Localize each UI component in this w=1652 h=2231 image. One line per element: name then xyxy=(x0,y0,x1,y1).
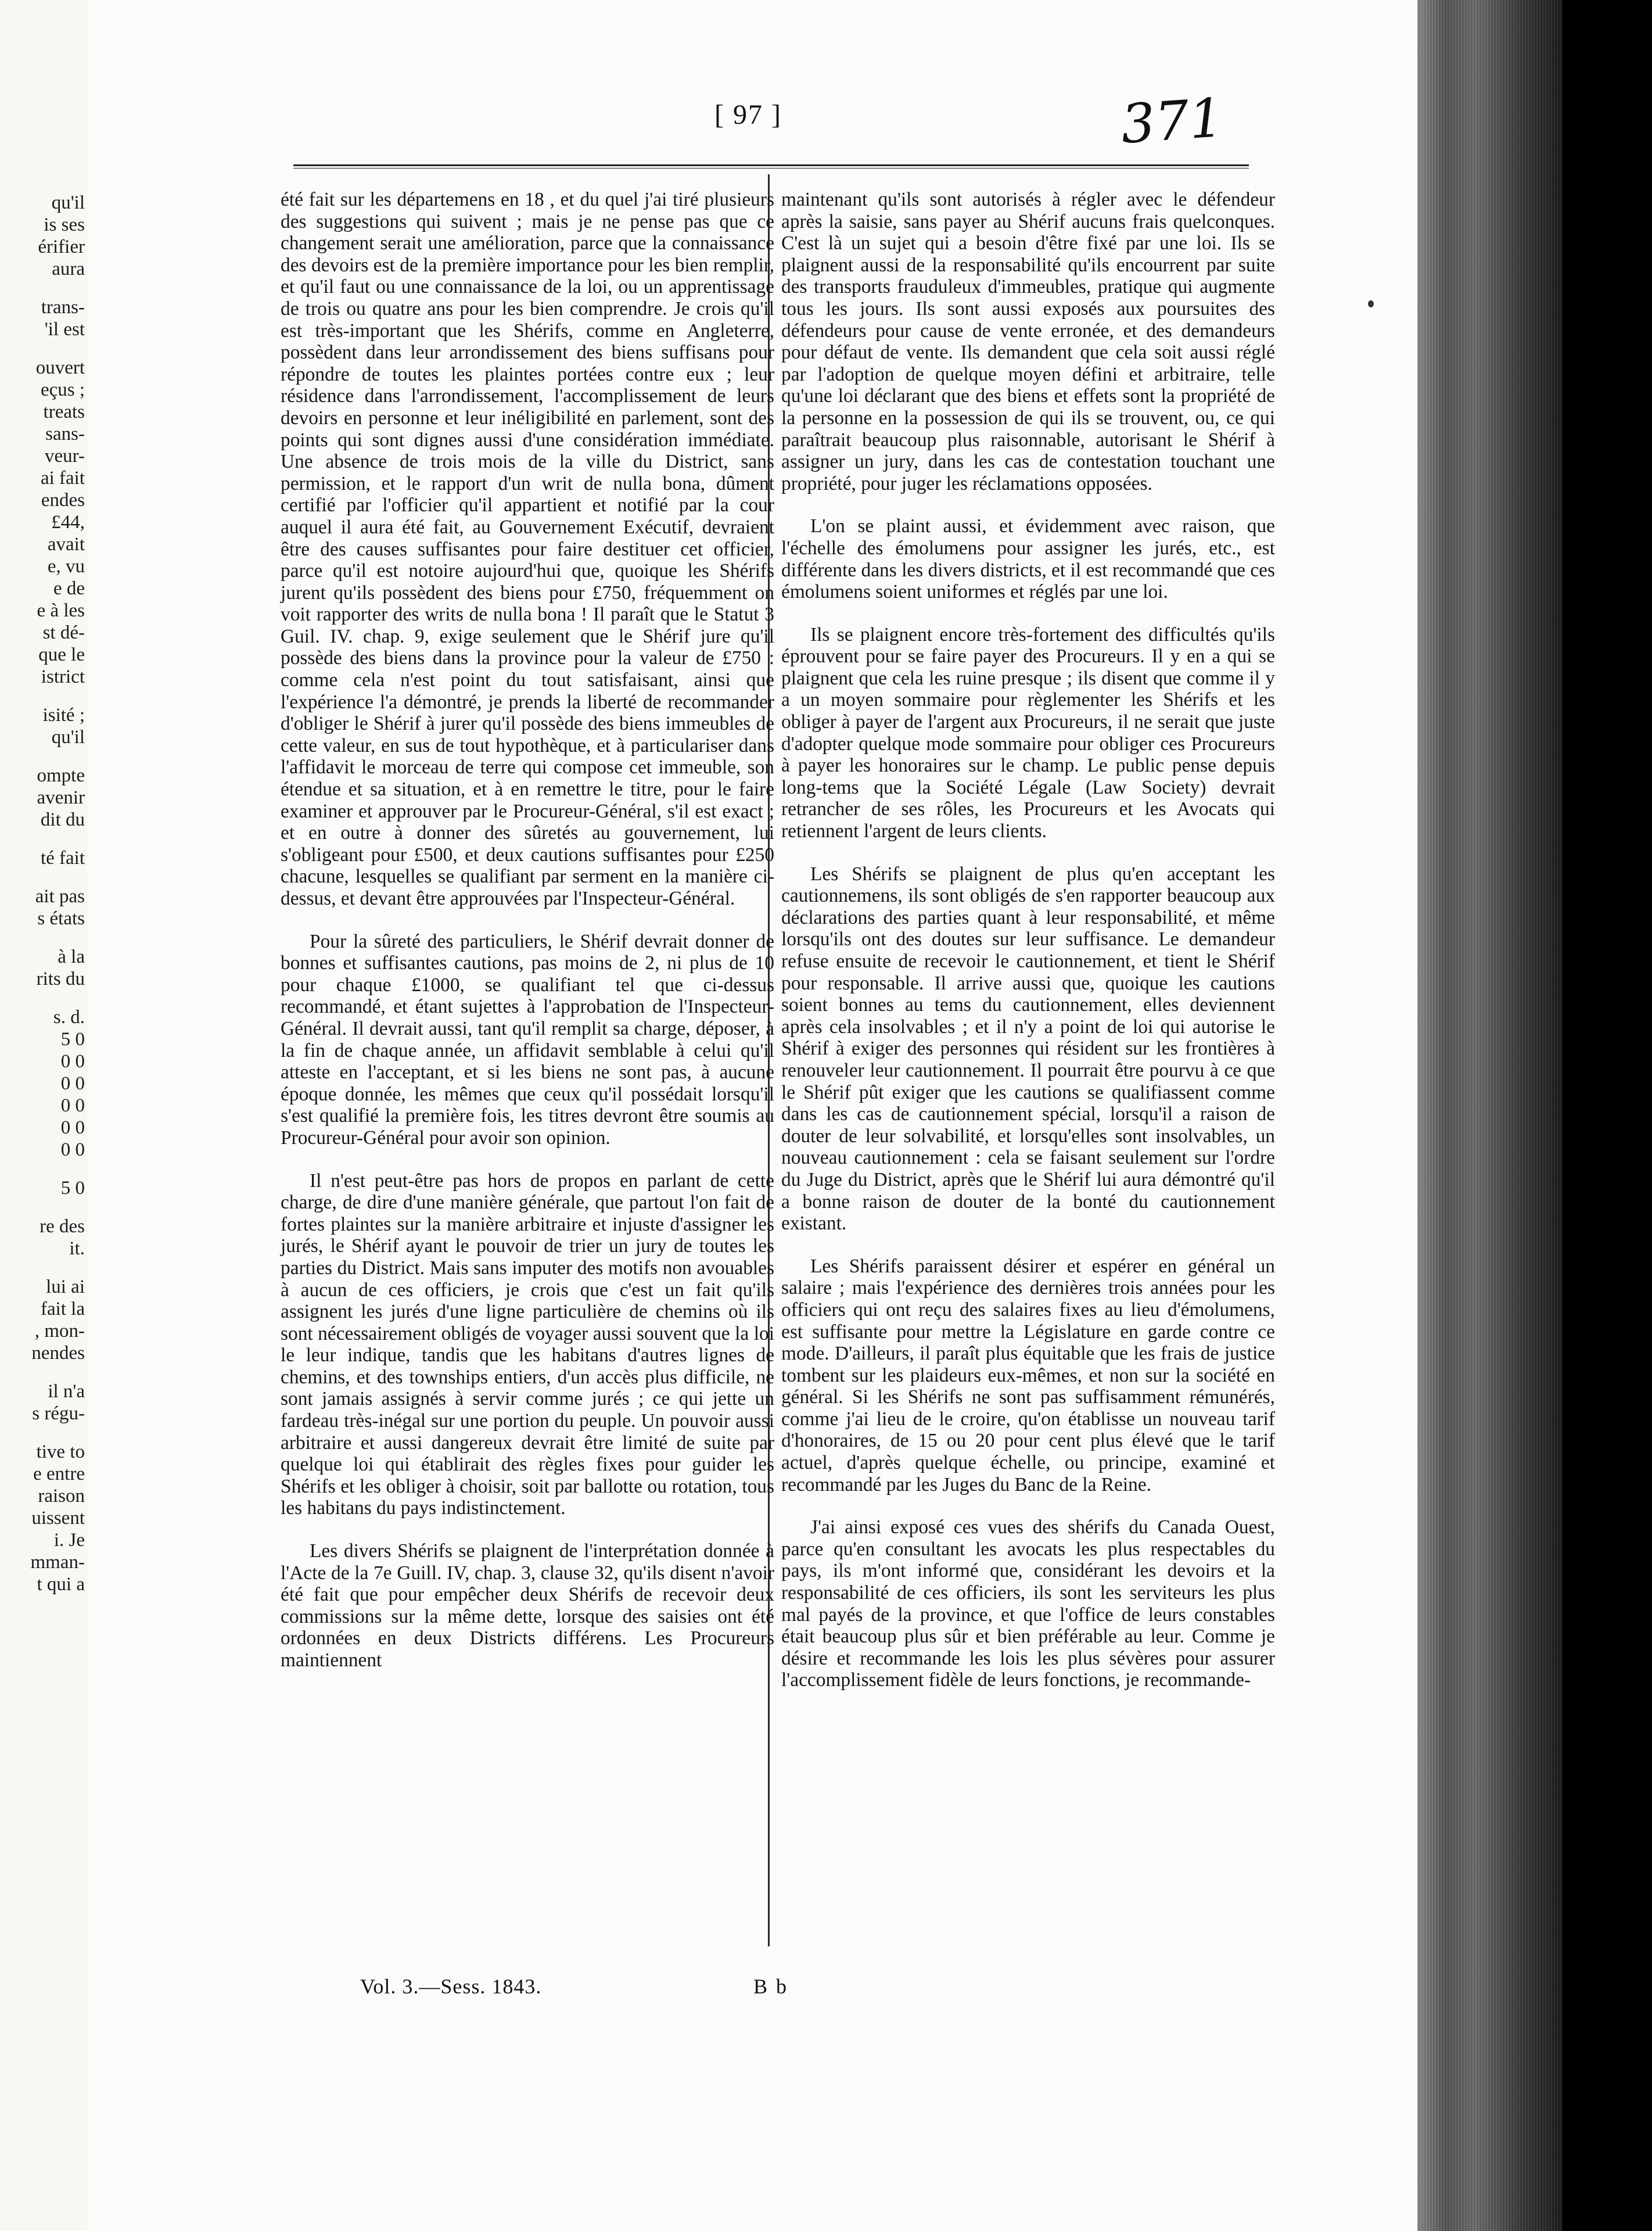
book-page-edges xyxy=(1417,0,1563,2231)
paragraph: Les Shérifs se plaignent de plus qu'en acceptant les cautionnemens, ils sont obligés de s'en rapporter beaucoup aux déclarations des parties quant à leur responsabilité, et même lorsqu'ils ont des doutes sur leur suffisance. Le demandeur refuse ensuite de recevoir le cautionnement, et tient le Shérif pour responsable. Il arrive aussi que, quoique les cautions soient bonnes au tems du cautionnement, elles deviennent après cela insolvables ; et il n'y a point de loi qui autorise le Shérif à exiger des personnes qui résident sur les frontières à renouveler leur cautionnement. Il pourrait être pourvu à ce que le Shérif pût exiger que les cautions se qualifiassent comme dans les cas de cautionnement spécial, lorsqu'il a raison de douter de leur solvabilité, et lorsqu'elles sont insolvables, un nouveau cautionnement : cela se faisant seulement sur l'ordre du Juge du District, après que le Shérif lui aura démontré qu'il a bonne raison de douter de la bonté du cautionnement existant. xyxy=(781,863,1275,1235)
margin-fragment: endes xyxy=(41,490,85,511)
paragraph: été fait sur les départemens en 18 , et du quel j'ai tiré plusieurs des suggestions qui suivent ; mais je ne pense pas que ce changement serait une amélioration, parce que la connaissance des devoirs est de la première importance pour les bien remplir, et qu'il faut ou une connaissance de la loi, ou un apprentissage de trois ou quatre ans pour les bien comprendre. Je crois qu'il est très-important que les Shérifs, comme en Angleterre, possèdent dans leur arrondissement des biens suffisans pour répondre de toutes les plaintes portées contre eux ; leur résidence dans l'arrondissement, l'accomplissement de leurs devoirs en personne et leur inéligibilité en parlement, sont des points qui sont dignes aussi d'une considération immédiate. Une absence de trois mois de la ville du District, sans permission, et le rapport d'un writ de nulla bona, dûment certifié par l'officier qu'il appartient et notifié par la cour auquel il aura été fait, au Gouvernement Exécutif, devraient être des causes suffisantes pour faire destituer cet officier, parce qu'il est notoire aujourd'hui que, quoique les Shérifs jurent qu'ils possèdent des biens pour £750, fréquemment on voit rapporter des writs de nulla bona ! Il paraît que le Statut 3 Guil. IV. chap. 9, exige seulement que le Shérif jure qu'il possède des biens dans la province pour la valeur de £750 : comme cela n'est point du tout satisfaisant, ainsi que l'expérience l'a démontré, je prends la liberté de recommander d'obliger le Shérif à jurer qu'il possède des biens immeubles de cette valeur, en sus de tout hypothèque, et à particulariser dans l'affidavit le morceau de terre qui compose cet immeuble, son étendue et sa situation, et à en remettre le titre, pour le faire examiner et approuver par le Procureur-Général, s'il est exact ; et en outre à donner des sûretés au gouvernement, lui s'obligeant pour £500, et deux cautions suffisantes pour £250 chacune, lesquelles se qualifiant par serment en la manière ci-dessus, et devant être approuvées par l'Inspecteur-Général. xyxy=(281,189,774,909)
paragraph: Il n'est peut-être pas hors de propos en parlant de cette charge, de dire d'une manière générale, que partout l'on fait de fortes plaintes sur la manière arbitraire et injuste d'assigner les jurés, le Shérif ayant le pouvoir de trier un jury de toutes les parties du District. Mais sans imputer des motifs non avouables à aucun de ces officiers, je crois que c'est un fait qu'ils assignent les jurés d'une ligne particulière de chemins où ils sont nécessairement obligés de voyager aussi souvent que la loi le leur indique, tandis que les habitans d'autres lignes de chemins, et des townships entiers, d'un accès plus difficile, ne sont jamais assignés à servir comme jurés ; ce qui jette un fardeau très-inégal sur une portion du peuple. Un pouvoir aussi arbitraire et aussi dangereux devrait être limité de suite par quelque loi qui établirait des règles fixes pour guider les Shérifs et les obliger à choisir, soit par ballotte ou rotation, tous les habitans du pays indistinctement. xyxy=(281,1170,774,1519)
margin-fragment: ait pas xyxy=(35,886,85,907)
paragraph: J'ai ainsi exposé ces vues des shérifs du Canada Ouest, parce qu'en consultant les avocats les plus respectables du pays, ils m'ont informé que, considérant les devoirs et la responsabilité de ces officiers, ils sont les serviteurs les plus mal payés de la province, et que l'office de leurs constables était beaucoup plus sûr et bien préférable au leur. Comme je désire et recommande les lois les plus sévères pour assurer l'accomplissement fidèle de leurs fonctions, je recommande- xyxy=(781,1516,1275,1691)
margin-fragment: i. Je xyxy=(53,1530,85,1551)
margin-fragment: 'il est xyxy=(44,319,85,340)
paragraph: maintenant qu'ils sont autorisés à régler avec le défendeur après la saisie, sans payer au Shérif aucuns frais quelconques. C'est là un sujet qui a besoin d'être fixé par une loi. Ils se plaignent aussi de la responsabilité qu'ils encourrent par suite des transports frauduleux d'immeubles, pratique qui augmente tous les jours. Ils sont aussi exposés aux poursuites des défendeurs pour cause de vente erronée, et des demandeurs pour défaut de vente. Ils demandent que cela soit aussi réglé par l'adoption de quelque moyen défini et arbitraire, telle qu'une loi déclarant que des biens et effets sont la propriété de la personne en la possession de qui ils se trouvent, ou, ce qui paraîtrait beaucoup plus raisonnable, autorisant le Shérif à assigner un jury, dans les cas de contestation touchant une propriété, pour juger les réclamations opposées. xyxy=(781,189,1275,494)
margin-fragment: e, vu xyxy=(47,556,85,577)
paragraph: Ils se plaignent encore très-fortement des difficultés qu'ils éprouvent pour se faire payer des Procureurs. Il y en a qui se plaignent que cela les ruine presque ; ils disent que comme il y a un moyen sommaire pour règlementer les Shérifs et les obliger à payer de l'argent aux Procureurs, il ne serait que juste d'adopter quelque mode sommaire pour obliger ces Procureurs à payer les honoraires sur le champ. Le public pense depuis long-tems que la Société Légale (Law Society) devrait retrancher de ses rôles, les Procureurs et les Avocats qui retiennent l'argent de leurs clients. xyxy=(781,623,1275,842)
margin-fragment: t qui a xyxy=(37,1574,85,1595)
margin-fragment: is ses xyxy=(44,214,85,235)
right-column xyxy=(781,189,1275,1712)
margin-fragment: ompte xyxy=(37,765,85,786)
margin-fragment: qu'il xyxy=(51,727,85,748)
margin-fragment: lui ai xyxy=(46,1276,85,1297)
margin-fragment: nendes xyxy=(31,1343,85,1364)
margin-fragment: rits du xyxy=(36,969,85,989)
margin-fragment: avait xyxy=(47,534,85,555)
margin-fragment: ouvert xyxy=(35,357,85,378)
margin-fragment: 0 0 xyxy=(60,1073,85,1094)
margin-fragment: ai fait xyxy=(40,468,85,489)
margin-fragment: treats xyxy=(43,401,85,422)
paragraph: Les Shérifs paraissent désirer et espérer en général un salaire ; mais l'expérience des dernières trois années pour les officiers qui ont reçu des salaires fixes au lieu d'émolumens, est suffisante pour mettre la Législature en garde contre ce mode. D'ailleurs, il paraît plus équitable que les frais de justice tombent sur les plaideurs eux-mêmes, et non sur la société en général. Si les Shérifs ne sont pas suffisamment rémunérés, comme j'ai lieu de le croire, qu'on établisse un nouveau tarif d'honoraires, de 15 ou 20 pour cent plus élevé que le tarif actuel, d'après quelque échelle, ou principe, examiné et recommandé par les Juges du Banc de la Reine. xyxy=(781,1255,1275,1495)
volume-footer: Vol. 3.—Sess. 1843. xyxy=(360,1975,542,1998)
margin-fragment: 5 0 xyxy=(60,1178,85,1199)
margin-fragment: veur- xyxy=(45,446,85,467)
margin-fragment: sans- xyxy=(45,424,85,444)
margin-fragment: , mon- xyxy=(34,1321,85,1342)
adjacent-page-margin xyxy=(0,0,87,2231)
margin-fragment: à la xyxy=(58,946,85,967)
margin-fragment: dit du xyxy=(40,809,85,830)
margin-fragment: re des xyxy=(39,1216,85,1237)
handwritten-folio: 371 xyxy=(1119,87,1226,156)
margin-fragment: st dé- xyxy=(42,622,85,643)
margin-fragment: tive to xyxy=(36,1441,85,1462)
margin-fragment: e à les xyxy=(37,600,85,621)
margin-fragment: £44, xyxy=(51,512,85,533)
margin-fragment: il n'a xyxy=(48,1381,85,1402)
margin-fragment: mman- xyxy=(30,1552,85,1573)
left-column xyxy=(281,189,774,1692)
paragraph: Les divers Shérifs se plaignent de l'interprétation donnée à l'Acte de la 7e Guill. IV, chap. 3, clause 32, qu'ils disent n'avoir été fait que pour empêcher deux Shérifs de recevoir deux commissions sur la même dette, lorsque des saisies ont été ordonnées en deux Districts différens. Les Procureurs maintiennent xyxy=(281,1540,774,1671)
margin-fragment: que le xyxy=(38,644,85,665)
margin-fragment: avenir xyxy=(37,787,85,808)
margin-fragment: raison xyxy=(38,1486,85,1507)
margin-fragment: 5 0 xyxy=(60,1029,85,1050)
margin-fragment: s régu- xyxy=(32,1403,85,1424)
margin-fragment: aura xyxy=(52,259,85,279)
margin-fragment: trans- xyxy=(41,297,85,318)
margin-fragment: eçus ; xyxy=(40,379,85,400)
margin-fragment: fait la xyxy=(40,1299,85,1319)
margin-fragment: 0 0 xyxy=(60,1051,85,1072)
margin-fragment: istrict xyxy=(41,666,85,687)
ink-spot xyxy=(1368,300,1374,307)
margin-fragment: e de xyxy=(53,578,85,599)
margin-fragment: 0 0 xyxy=(60,1139,85,1160)
paragraph: Pour la sûreté des particuliers, le Shérif devrait donner de bonnes et suffisantes cautions, pas moins de 2, ni plus de 10 pour chaque £1000, se qualifiant tel que ci-dessus recommandé, et étant sujettes à l'approbation de l'Inspecteur-Général. Il devrait aussi, tant qu'il remplit sa charge, déposer, à la fin de chaque année, un affidavit semblable à celui qu'il atteste en l'acceptant, et si les biens ne sont pas, à aucune époque donnée, les mêmes que ceux qu'il possédait lorsqu'il s'est qualifié la première fois, les titres devront être soumis au Procureur-Général pour avoir son opinion. xyxy=(281,930,774,1149)
header-rule xyxy=(293,164,1249,168)
paragraph: L'on se plaint aussi, et évidemment avec raison, que l'échelle des émolumens pour assigner les jurés, etc., est différente dans les divers districts, et il est recommandé que ces émolumens soient uniformes et réglés par une loi. xyxy=(781,515,1275,603)
margin-fragment: s. d. xyxy=(53,1007,85,1028)
margin-fragment: e entre xyxy=(33,1464,85,1484)
margin-fragment: uissent xyxy=(31,1508,85,1529)
margin-fragment: 0 0 xyxy=(60,1117,85,1138)
margin-fragment: érifier xyxy=(38,236,85,257)
margin-fragment: it. xyxy=(69,1238,85,1259)
page-number: [ 97 ] xyxy=(714,99,782,130)
signature-mark: B b xyxy=(753,1975,789,1998)
margin-fragment: 0 0 xyxy=(60,1095,85,1116)
margin-fragment: qu'il xyxy=(51,192,85,213)
margin-fragment: isité ; xyxy=(42,705,85,726)
margin-fragment: s états xyxy=(37,908,85,929)
margin-fragment: té fait xyxy=(40,848,85,869)
